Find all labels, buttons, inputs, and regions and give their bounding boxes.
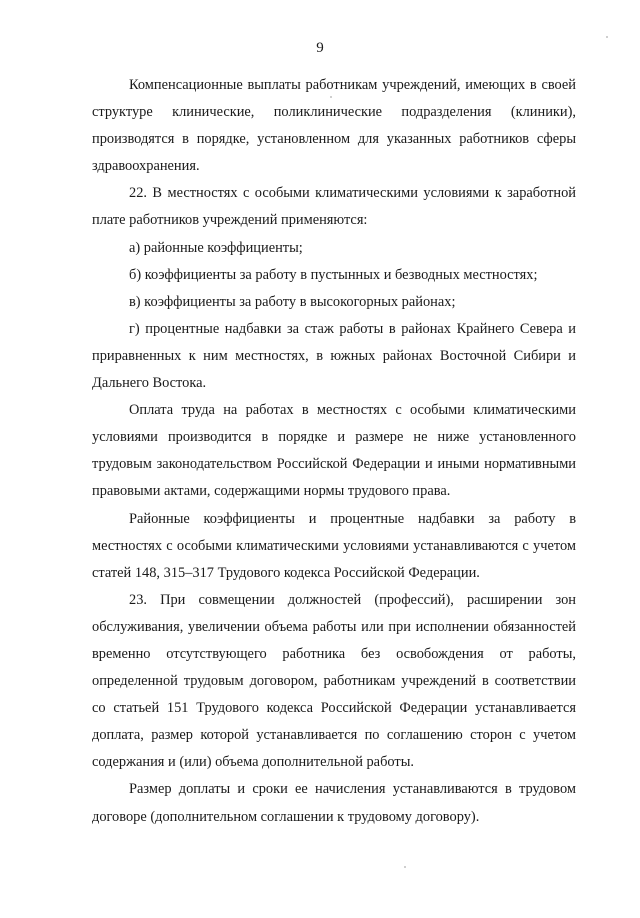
scan-speck	[330, 96, 332, 98]
paragraph-compensation-payments: Компенсационные выплаты работникам учреждений, имеющих в своей структуре клинические, поликлинические подразделения (клиники), производятся в порядке, установленном для указанных работников сферы здравоохранения.	[92, 77, 576, 175]
paragraph-payment-conditions: Оплата труда на работах в местностях с особыми климатическими условиями производится в порядке и размере не ниже установленного трудовым законодательством Российской Федерации и иными нормативными правовыми актами, содержащими нормы трудового права.	[92, 402, 576, 500]
document-body	[92, 72, 576, 831]
paragraph-item-23: 23. При совмещении должностей (профессий), расширении зон обслуживания, увеличении объема работы или при исполнении обязанностей временно отсутствующего работника без освобождения от работы, определенной трудовым договором, работникам учреждений в соответствии со статьей 151 Трудового кодекса Российской Федерации устанавливается доплата, размер которой устанавливается по соглашению сторон с учетом содержания и (или) объема дополнительной работы.	[92, 591, 576, 771]
paragraph-surcharge-terms: Размер доплаты и сроки ее начисления устанавливаются в трудовом договоре (дополнительном соглашении к трудовому договору).	[92, 781, 576, 825]
paragraph-regional-coefficients: Районные коэффициенты и процентные надбавки за работу в местностях с особыми климатическими условиями устанавливаются с учетом статей 148, 315–317 Трудового кодекса Российской Федерации.	[92, 510, 576, 581]
list-item-b: б) коэффициенты за работу в пустынных и безводных местностях;	[129, 266, 538, 283]
paragraph-item-22: 22. В местностях с особыми климатическими условиями к заработной плате работников учреждений применяются:	[92, 185, 576, 229]
page-number: 9	[316, 40, 324, 56]
scan-speck	[606, 36, 608, 38]
scan-speck	[404, 866, 406, 868]
list-item-v: в) коэффициенты за работу в высокогорных районах;	[129, 293, 456, 310]
list-item-a: а) районные коэффициенты;	[129, 239, 303, 256]
list-item-g: г) процентные надбавки за стаж работы в районах Крайнего Севера и приравненных к ним местностях, в южных районах Восточной Сибири и Дальнего Востока.	[92, 320, 576, 392]
